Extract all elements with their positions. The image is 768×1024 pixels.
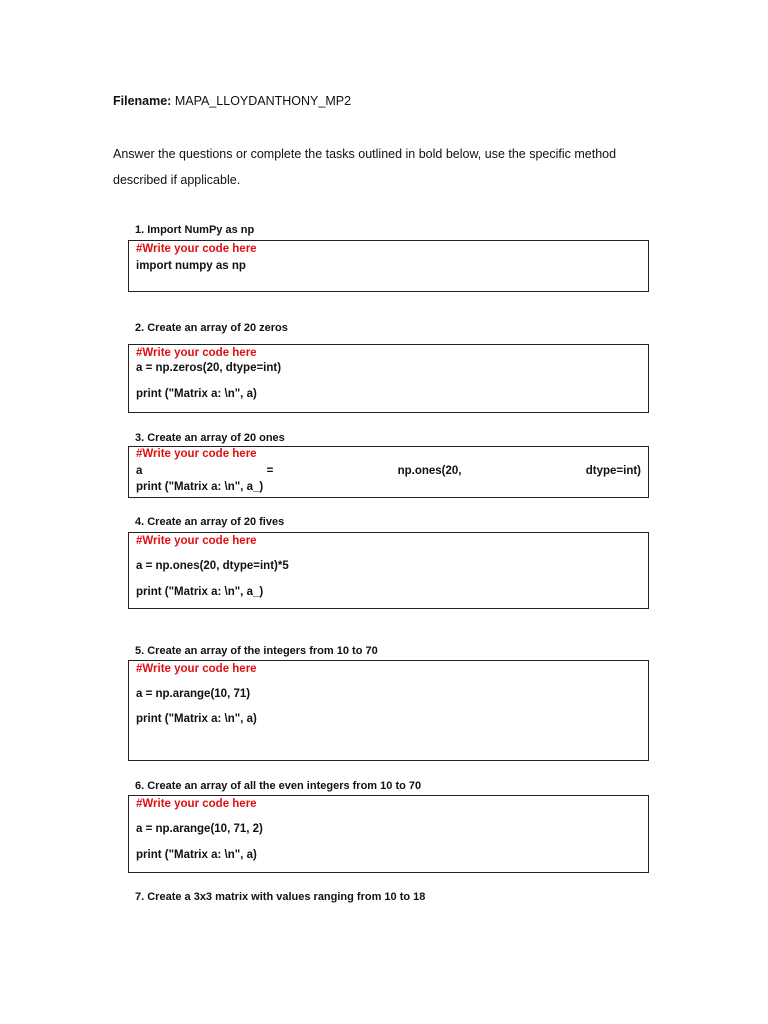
code-line: a = np.ones(20, dtype=int)*5 bbox=[136, 560, 289, 572]
instructions-line-2: described if applicable. bbox=[113, 173, 241, 187]
code-token: dtype=int) bbox=[585, 465, 641, 477]
instructions-line-1: Answer the questions or complete the tasks outlined in bold below, use the specific method bbox=[113, 147, 617, 161]
filename-line bbox=[113, 94, 351, 108]
question-3-code-box[interactable] bbox=[128, 446, 649, 498]
code-comment: #Write your code here bbox=[136, 347, 257, 359]
code-line: a = np.arange(10, 71) bbox=[136, 688, 251, 700]
code-token: np.ones(20, bbox=[397, 465, 462, 477]
code-line: print ("Matrix a: \n", a) bbox=[136, 713, 257, 725]
code-line: print ("Matrix a: \n", a_) bbox=[136, 586, 264, 598]
question-5-code-box[interactable] bbox=[128, 660, 649, 761]
question-7-label: 7. Create a 3x3 matrix with values ranging from 10 to 18 bbox=[135, 891, 426, 903]
question-1-code-box[interactable] bbox=[128, 240, 649, 292]
question-6-code-box[interactable] bbox=[128, 795, 649, 873]
code-comment: #Write your code here bbox=[136, 663, 257, 675]
question-2-label: 2. Create an array of 20 zeros bbox=[135, 322, 288, 334]
code-line-justified bbox=[136, 465, 641, 477]
code-line: a = np.arange(10, 71, 2) bbox=[136, 823, 263, 835]
question-5-label: 5. Create an array of the integers from 10 to 70 bbox=[135, 645, 378, 657]
code-line: print ("Matrix a: \n", a_) bbox=[136, 481, 264, 493]
question-4-label: 4. Create an array of 20 fives bbox=[135, 516, 285, 528]
code-comment: #Write your code here bbox=[136, 798, 257, 810]
question-3-label: 3. Create an array of 20 ones bbox=[135, 432, 285, 444]
code-line: import numpy as np bbox=[136, 260, 246, 272]
code-line: a = np.zeros(20, dtype=int) bbox=[136, 362, 282, 374]
question-4-code-box[interactable] bbox=[128, 532, 649, 609]
question-1-label: 1. Import NumPy as np bbox=[135, 224, 255, 236]
code-line: print ("Matrix a: \n", a) bbox=[136, 388, 257, 400]
code-token: a bbox=[136, 465, 143, 477]
code-comment: #Write your code here bbox=[136, 535, 257, 547]
filename-label: Filename: bbox=[113, 94, 172, 108]
code-comment: #Write your code here bbox=[136, 448, 257, 460]
question-6-label: 6. Create an array of all the even integers from 10 to 70 bbox=[135, 780, 422, 792]
code-line: print ("Matrix a: \n", a) bbox=[136, 849, 257, 861]
question-2-code-box[interactable] bbox=[128, 344, 649, 413]
code-token: = bbox=[266, 465, 274, 477]
filename-value: MAPA_LLOYDANTHONY_MP2 bbox=[174, 94, 352, 108]
code-comment: #Write your code here bbox=[136, 243, 257, 255]
